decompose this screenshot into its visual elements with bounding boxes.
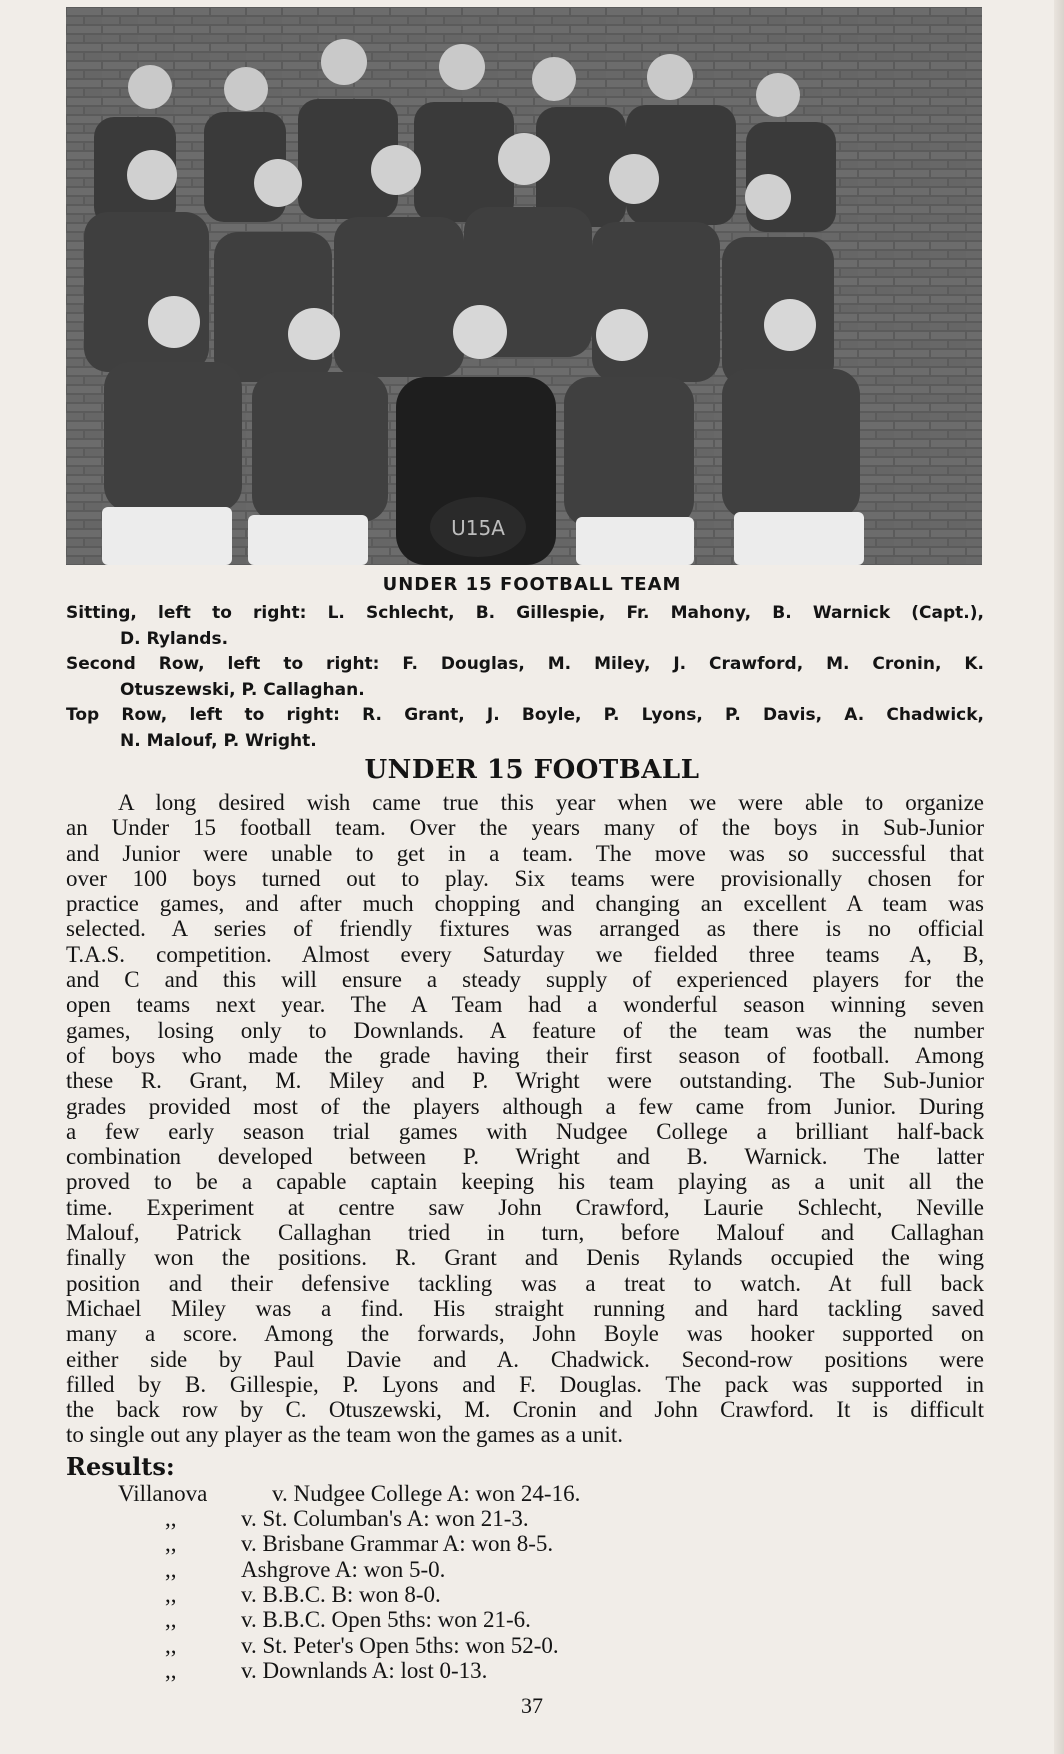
article-line: proved to be a capable captain keeping his team playing as a unit all the xyxy=(66,1169,984,1195)
article-line: open teams next year. The A Team had a wonderful season winning seven xyxy=(66,992,984,1018)
article-line: selected. A series of friendly fixtures was arranged as there is no official xyxy=(66,916,984,942)
article-line: time. Experiment at centre saw John Crawford, Laurie Schlecht, Neville xyxy=(66,1194,984,1220)
result-text: v. Downlands A: lost 0-13. xyxy=(241,1658,488,1683)
result-row xyxy=(0,1582,1064,1607)
article-line: the back row by C. Otuszewski, M. Cronin and John Crawford. It is difficult xyxy=(66,1397,984,1423)
article-line: a few early season trial games with Nudgee College a brilliant half-back xyxy=(66,1118,984,1144)
article-line: T.A.S. competition. Almost every Saturday we fielded three teams A, B, xyxy=(66,941,984,967)
result-row xyxy=(0,1557,1064,1582)
caption-second-line2: Otuszewski, P. Callaghan. xyxy=(120,680,365,700)
result-row xyxy=(0,1607,1064,1632)
article-line: Michael Miley was a find. His straight running and hard tackling saved xyxy=(66,1295,984,1321)
article-line: an Under 15 football team. Over the years many of the boys in Sub-Junior xyxy=(66,815,984,841)
result-text: v. B.B.C. Open 5ths: won 21-6. xyxy=(241,1607,531,1632)
caption-top-row xyxy=(66,702,984,754)
result-ditto: ,, xyxy=(165,1531,177,1556)
result-ditto: ,, xyxy=(165,1658,177,1683)
article-line: to single out any player as the team won the games as a unit. xyxy=(66,1422,623,1448)
result-row xyxy=(0,1658,1064,1683)
result-ditto: ,, xyxy=(165,1582,177,1607)
result-row xyxy=(0,1531,1064,1556)
article-title: UNDER 15 FOOTBALL xyxy=(364,755,700,785)
result-ditto: ,, xyxy=(165,1633,177,1658)
caption-top-line1: Top Row, left to right: R. Grant, J. Boyle, P. Lyons, P. Davis, A. Chadwick, xyxy=(66,705,984,725)
article-line: practice games, and after much chopping and changing an excellent A team was xyxy=(66,891,984,917)
result-text: v. Nudgee College A: won 24-16. xyxy=(272,1481,581,1506)
page-number: 37 xyxy=(521,1693,543,1718)
result-ditto: ,, xyxy=(165,1557,177,1582)
team-photograph xyxy=(66,7,982,565)
caption-sitting-line2: D. Rylands. xyxy=(120,629,229,649)
article-line: combination developed between P. Wright and B. Warnick. The latter xyxy=(66,1144,984,1170)
article-line: A long desired wish came true this year when we were able to organize xyxy=(118,790,984,815)
result-text: v. Brisbane Grammar A: won 8-5. xyxy=(241,1531,554,1556)
ball-label: U15A xyxy=(451,516,505,540)
article-line: finally won the positions. R. Grant and Denis Rylands occupied the wing xyxy=(66,1245,984,1271)
caption-second-line1: Second Row, left to right: F. Douglas, M. Miley, J. Crawford, M. Cronin, K. xyxy=(66,654,984,674)
caption-sitting-line1: Sitting, left to right: L. Schlecht, B. Gillespie, Fr. Mahony, B. Warnick (Capt.), xyxy=(66,603,984,623)
article-line: grades provided most of the players although a few came from Junior. During xyxy=(66,1093,984,1119)
results-heading: Results: xyxy=(66,1452,175,1481)
article-line: and Junior were unable to get in a team. The move was so successful that xyxy=(66,840,984,866)
caption-sitting xyxy=(66,600,984,652)
article-line: either side by Paul Davie and A. Chadwick. Second-row positions were xyxy=(66,1346,984,1372)
result-row xyxy=(0,1506,1064,1531)
caption-second-row xyxy=(66,651,984,703)
article-body xyxy=(66,790,984,1448)
article-line: position and their defensive tackling was a treat to watch. At full back xyxy=(66,1270,984,1296)
photo-caption-title: UNDER 15 FOOTBALL TEAM xyxy=(382,574,682,595)
result-ditto: ,, xyxy=(165,1506,177,1531)
article-line: filled by B. Gillespie, P. Lyons and F. Douglas. The pack was supported in xyxy=(66,1371,984,1397)
result-text: v. St. Columban's A: won 21-3. xyxy=(241,1506,529,1531)
article-line: and C and this will ensure a steady supply of experienced players for the xyxy=(66,967,984,993)
result-team: Villanova xyxy=(118,1481,208,1506)
article-line: of boys who made the grade having their first season of football. Among xyxy=(66,1042,984,1068)
result-text: Ashgrove A: won 5-0. xyxy=(241,1557,446,1582)
article-line: many a score. Among the forwards, John Boyle was hooker supported on xyxy=(66,1321,984,1347)
result-text: v. B.B.C. B: won 8-0. xyxy=(241,1582,441,1607)
result-text: v. St. Peter's Open 5ths: won 52-0. xyxy=(241,1633,559,1658)
article-line: these R. Grant, M. Miley and P. Wright were outstanding. The Sub-Junior xyxy=(66,1068,984,1094)
article-line: over 100 boys turned out to play. Six teams were provisionally chosen for xyxy=(66,865,984,891)
result-ditto: ,, xyxy=(165,1607,177,1632)
team-photograph-illustration xyxy=(66,7,982,565)
article-line: games, losing only to Downlands. A feature of the team was the number xyxy=(66,1017,984,1043)
result-row xyxy=(0,1481,1064,1506)
result-row xyxy=(0,1633,1064,1658)
article-line: Malouf, Patrick Callaghan tried in turn, before Malouf and Callaghan xyxy=(66,1220,984,1246)
caption-top-line2: N. Malouf, P. Wright. xyxy=(120,731,317,751)
